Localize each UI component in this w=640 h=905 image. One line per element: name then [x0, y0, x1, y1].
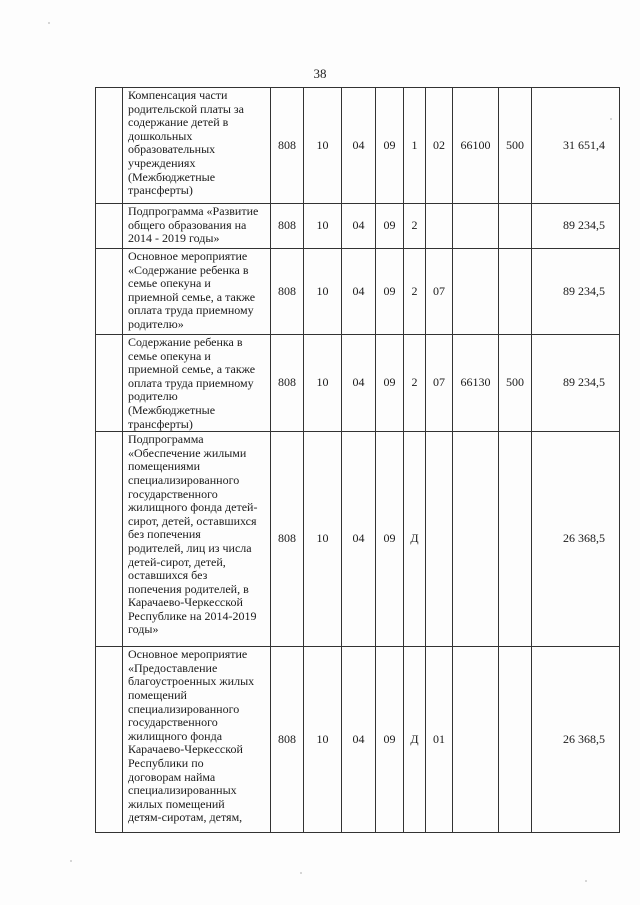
ministry-code-cell: 808: [271, 88, 304, 204]
subsection-code-cell: 04: [342, 204, 376, 249]
activity-code-cell: [426, 204, 453, 249]
ministry-code-cell: 808: [271, 335, 304, 432]
table-row: [96, 647, 620, 833]
program-code-cell: 09: [376, 335, 404, 432]
table-row: [96, 432, 620, 647]
section-code-cell: 10: [304, 335, 342, 432]
row-marker-cell: [96, 88, 123, 204]
subprogram-code-cell: 1: [404, 88, 426, 204]
expense-type-cell: 500: [499, 88, 532, 204]
program-code-cell: 09: [376, 88, 404, 204]
amount-cell: 89 234,5: [532, 249, 620, 335]
direction-code-cell: [453, 249, 499, 335]
item-name-cell: Содержание ребенка в семье опекуна и приемной семье, а также оплата труда приемному родителю (Межбюджетные трансферты): [123, 335, 271, 432]
table-row: [96, 204, 620, 249]
item-name-cell: Основное мероприятие «Предоставление благоустроенных жилых помещений специализированного государственного жилищного фонда Карачаево-Черкесской Республики по договорам найма специализированных жилых помещений детям-сиротам, детям,: [123, 647, 271, 833]
section-code-cell: 10: [304, 204, 342, 249]
table-row: [96, 335, 620, 432]
subprogram-code-cell: 2: [404, 204, 426, 249]
direction-code-cell: [453, 647, 499, 833]
activity-code-cell: 07: [426, 335, 453, 432]
subprogram-code-cell: Д: [404, 647, 426, 833]
expense-type-cell: 500: [499, 335, 532, 432]
activity-code-cell: 07: [426, 249, 453, 335]
subsection-code-cell: 04: [342, 88, 376, 204]
amount-cell: 89 234,5: [532, 204, 620, 249]
subprogram-code-cell: 2: [404, 249, 426, 335]
row-marker-cell: [96, 647, 123, 833]
scan-speck: [610, 118, 612, 120]
expense-type-cell: [499, 249, 532, 335]
section-code-cell: 10: [304, 249, 342, 335]
row-marker-cell: [96, 335, 123, 432]
table-row: [96, 88, 620, 204]
program-code-cell: 09: [376, 204, 404, 249]
activity-code-cell: 01: [426, 647, 453, 833]
direction-code-cell: 66100: [453, 88, 499, 204]
activity-code-cell: 02: [426, 88, 453, 204]
subprogram-code-cell: 2: [404, 335, 426, 432]
item-name-cell: Основное мероприятие «Содержание ребенка в семье опекуна и приемной семье, а также оплата труда приемному родителю»: [123, 249, 271, 335]
item-name-cell: Компенсация части родительской платы за содержание детей в дошкольных образовательных учреждениях (Межбюджетные трансферты): [123, 88, 271, 204]
program-code-cell: 09: [376, 249, 404, 335]
budget-table: [95, 87, 620, 833]
amount-cell: 89 234,5: [532, 335, 620, 432]
scan-speck: [585, 880, 587, 882]
direction-code-cell: 66130: [453, 335, 499, 432]
section-code-cell: 10: [304, 647, 342, 833]
direction-code-cell: [453, 204, 499, 249]
item-name-cell: Подпрограмма «Обеспечение жилыми помещениями специализированного государственного жилищного фонда детей- сирот, детей, оставшихся без попечения родителей, лиц из числа детей-сирот, детей, оставшихся без попечения родителей, в Карачаево-Черкесской Республике на 2014-2019 годы»: [123, 432, 271, 647]
amount-cell: 31 651,4: [532, 88, 620, 204]
scan-speck: [48, 22, 50, 24]
section-code-cell: 10: [304, 432, 342, 647]
amount-cell: 26 368,5: [532, 647, 620, 833]
subsection-code-cell: 04: [342, 647, 376, 833]
subsection-code-cell: 04: [342, 432, 376, 647]
subsection-code-cell: 04: [342, 249, 376, 335]
ministry-code-cell: 808: [271, 204, 304, 249]
expense-type-cell: [499, 204, 532, 249]
activity-code-cell: [426, 432, 453, 647]
direction-code-cell: [453, 432, 499, 647]
section-code-cell: 10: [304, 88, 342, 204]
row-marker-cell: [96, 204, 123, 249]
ministry-code-cell: 808: [271, 432, 304, 647]
program-code-cell: 09: [376, 647, 404, 833]
program-code-cell: 09: [376, 432, 404, 647]
amount-cell: 26 368,5: [532, 432, 620, 647]
table-row: [96, 249, 620, 335]
ministry-code-cell: 808: [271, 647, 304, 833]
scan-speck: [70, 860, 72, 862]
page-number: 38: [313, 66, 327, 81]
row-marker-cell: [96, 249, 123, 335]
expense-type-cell: [499, 647, 532, 833]
scan-speck: [300, 872, 302, 874]
subprogram-code-cell: Д: [404, 432, 426, 647]
row-marker-cell: [96, 432, 123, 647]
expense-type-cell: [499, 432, 532, 647]
item-name-cell: Подпрограмма «Развитие общего образования на 2014 - 2019 годы»: [123, 204, 271, 249]
subsection-code-cell: 04: [342, 335, 376, 432]
ministry-code-cell: 808: [271, 249, 304, 335]
